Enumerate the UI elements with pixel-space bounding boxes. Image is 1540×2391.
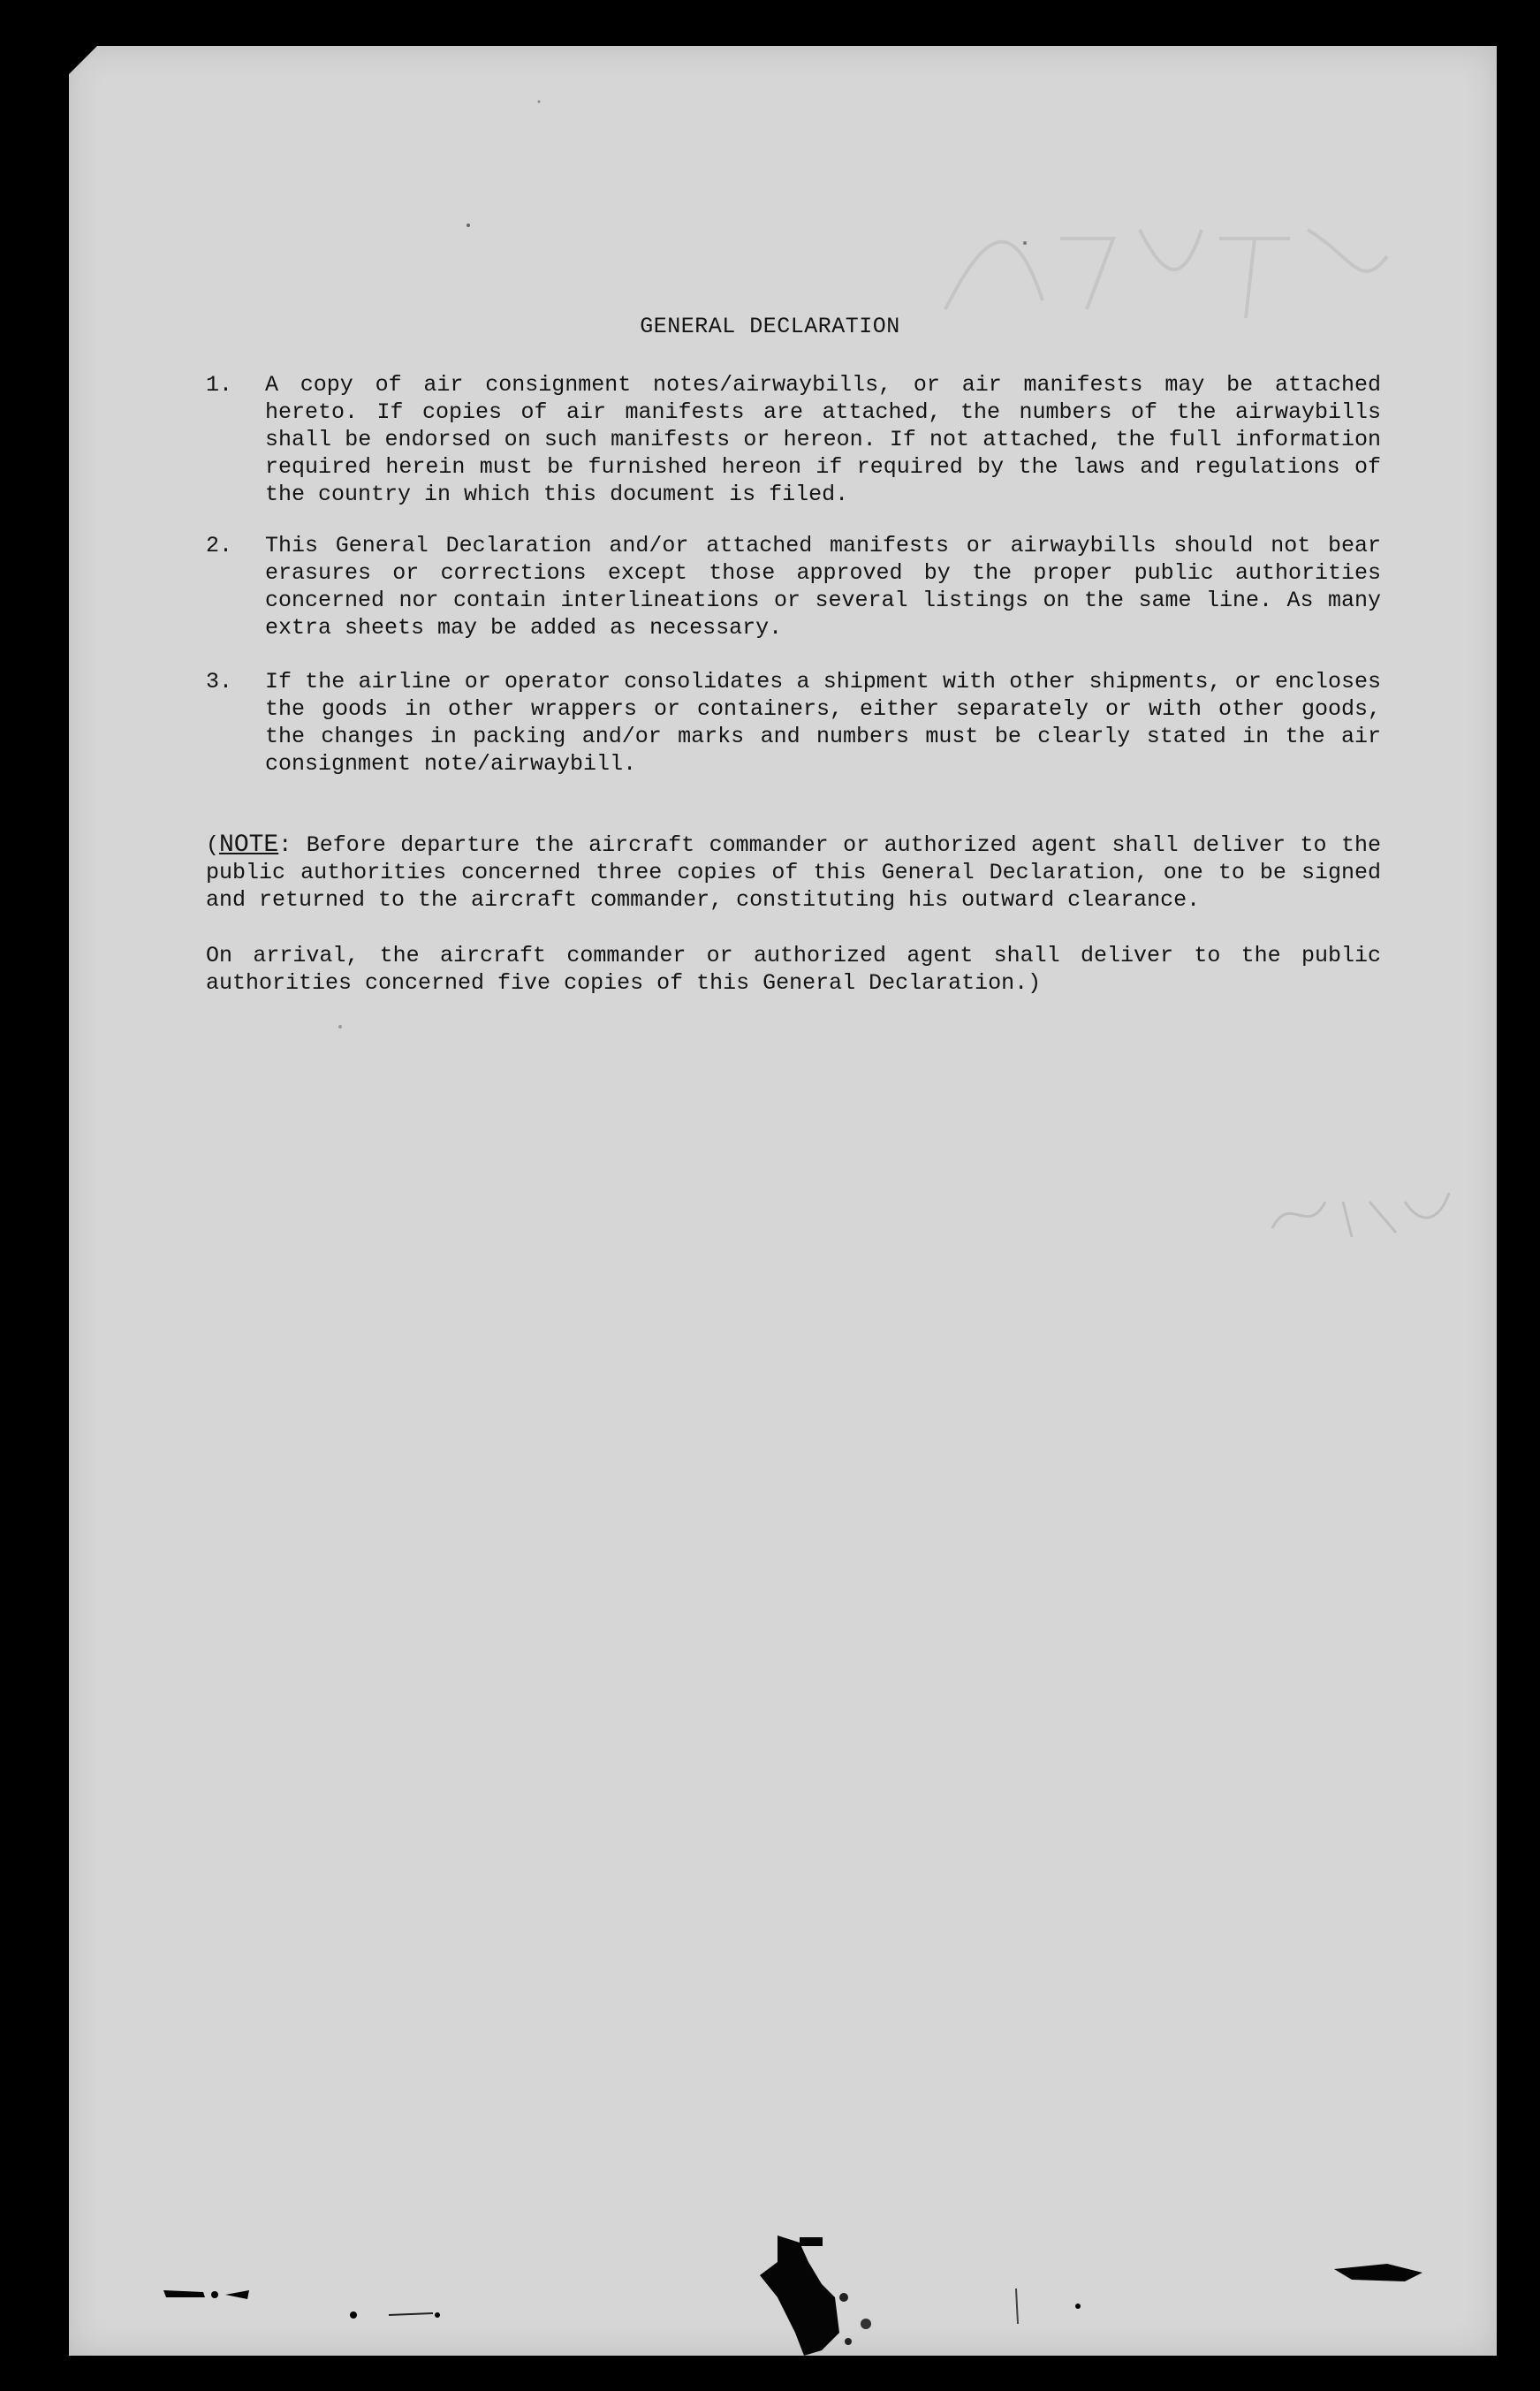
item-text: This General Declaration and/or attached manifests or airwaybills should not bear erasures or corrections except those approved by the proper public authorities concerned nor contain interlineations or several listings on the same line. As many extra sheets may be added as necessary. (265, 533, 1381, 641)
item-text: If the airline or operator consolidates a shipment with other shipments, or encloses the goods in other wrappers or containers, either separately or with other goods, the changes in packing and/or marks and numbers must be clearly stated in the air consignment note/airwaybill. (265, 669, 1381, 777)
note-label: NOTE (219, 831, 279, 859)
item-number: 2. (206, 533, 233, 558)
document-title: GENERAL DECLARATION (640, 314, 900, 339)
item-number: 3. (206, 669, 233, 695)
arrival-note: On arrival, the aircraft commander or authorized agent shall deliver to the public authorities concerned five copies of this General Declaration.) (206, 943, 1381, 996)
bleed-through-marks (937, 203, 1396, 327)
item-number: 1. (206, 372, 233, 398)
item-text: A copy of air consignment notes/airwaybills, or air manifests may be attached hereto. If copies of air manifests are attached, the numbers of the airwaybills shall be endorsed on such manifests or hereon. If not attached, the full information required herein must be furnished hereon if required by the laws and regulations of the country in which this document is filed. (265, 372, 1381, 507)
declaration-item-2 (206, 532, 1381, 641)
declaration-item-3 (206, 668, 1381, 778)
note-text: Before departure the aircraft commander or authorized agent shall deliver to the public authorities concerned three copies of this General Declaration, one to be signed and returned to the aircraft commander, constituting his outward clearance. (206, 832, 1381, 913)
bleed-through-marks-lower (1263, 1184, 1458, 1246)
departure-note (206, 831, 1381, 914)
note-colon: : (278, 832, 292, 858)
note-open-paren: ( (206, 832, 220, 858)
declaration-item-1 (206, 371, 1381, 508)
